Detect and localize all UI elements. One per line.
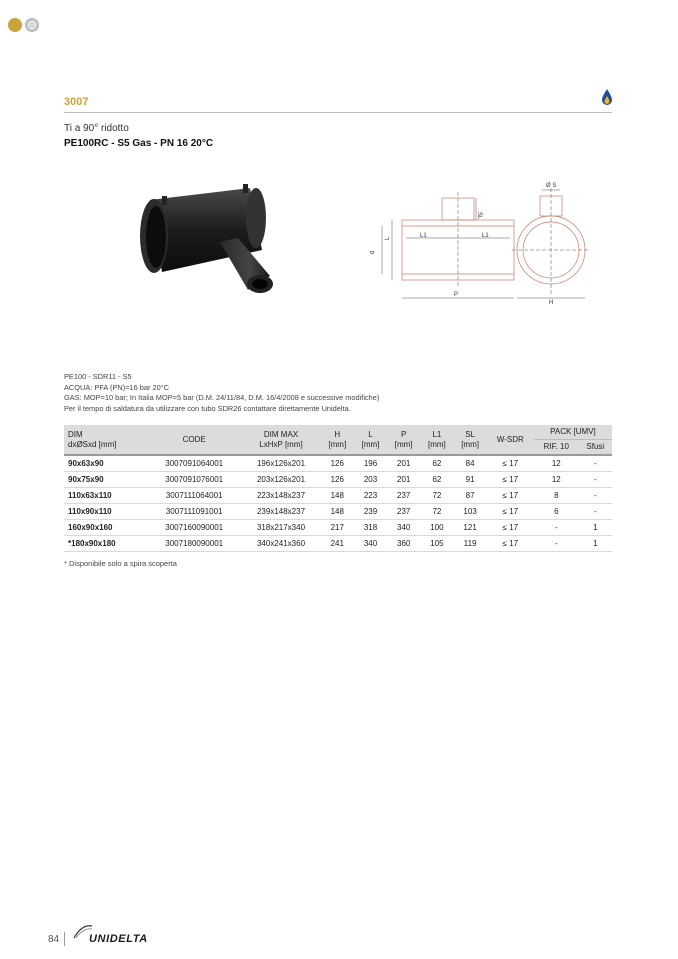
col-wsdr: W-SDR bbox=[487, 425, 534, 455]
table-row: 90x75x90 3007091076001 203x126x201 126 203 201 62 91 ≤ 17 12 - bbox=[64, 472, 612, 488]
product-code-heading: 3007 bbox=[64, 96, 89, 108]
l-label: L bbox=[385, 236, 391, 240]
col-dimmax: DIM MAX LxHxP [mm] bbox=[241, 425, 320, 455]
note-line: ACQUA: PFA (PN)=16 bar 20°C bbox=[64, 382, 170, 392]
col-sfusi: Sfusi bbox=[579, 440, 612, 456]
note-line: PE100 - SDR11 - S5 bbox=[64, 372, 132, 381]
table-row: 160x90x160 3007160090001 318x217x340 217 318 340 100 121 ≤ 17 - 1 bbox=[64, 520, 612, 536]
col-l: L [mm] bbox=[354, 425, 387, 455]
gold-dot-icon bbox=[8, 18, 22, 32]
col-code: CODE bbox=[147, 425, 241, 455]
table-row: *180x90x180 3007180090001 340x241x360 241 340 360 105 119 ≤ 17 - 1 bbox=[64, 536, 612, 552]
note-line: GAS: MOP=10 bar; In Italia MOP=5 bar (D.M. 24/11/84, D.M. 16/4/2008 e successive modifiche) bbox=[64, 393, 380, 402]
col-sl: SL [mm] bbox=[454, 425, 487, 455]
col-rif: RIF. 10 bbox=[534, 440, 579, 456]
header-divider bbox=[64, 112, 612, 113]
spec-table bbox=[64, 425, 612, 552]
globe-icon bbox=[25, 18, 39, 32]
note-line: Per il tempo di saldatura da utilizzare con tubo SDR26 contattare direttamente Unidelta. bbox=[64, 403, 351, 413]
table-row: 110x90x110 3007111091001 239x148x237 148 239 237 72 103 ≤ 17 6 - bbox=[64, 504, 612, 520]
product-title: Ti a 90° ridotto bbox=[64, 123, 129, 134]
col-p: P [mm] bbox=[387, 425, 420, 455]
table-row: 90x63x90 3007091064001 196x126x201 126 196 201 62 84 ≤ 17 12 - bbox=[64, 455, 612, 472]
p-label: P bbox=[454, 292, 459, 298]
table-row: 110x63x110 3007111064001 223x148x237 148 223 237 72 87 ≤ 17 8 - bbox=[64, 488, 612, 504]
water-gas-drop-icon bbox=[600, 88, 614, 113]
technical-drawing bbox=[362, 180, 612, 310]
page-number: 84 bbox=[48, 934, 60, 945]
product-subtitle: PE100RC - S5 Gas - PN 16 20°C bbox=[64, 138, 214, 149]
col-l1: L1 [mm] bbox=[420, 425, 453, 455]
d-label: d bbox=[370, 250, 376, 254]
technical-notes bbox=[64, 372, 379, 414]
h-label: H bbox=[549, 300, 554, 305]
ds-label: Ø S bbox=[546, 183, 557, 189]
footer-divider bbox=[64, 932, 65, 946]
col-h: H [mm] bbox=[321, 425, 354, 455]
l1-left-label: L1 bbox=[420, 233, 427, 239]
sl-label: SL bbox=[476, 212, 482, 220]
footnote: * Disponibile solo a spira scoperta bbox=[64, 559, 177, 568]
brand-name: UNIDELTA bbox=[89, 933, 148, 945]
l1-right-label: L1 bbox=[482, 233, 489, 239]
col-dim: DIM dxØSxd [mm] bbox=[64, 425, 147, 455]
product-photo bbox=[130, 180, 290, 305]
chapter-dots bbox=[8, 18, 39, 32]
col-pack: PACK [UMV] bbox=[534, 425, 612, 440]
